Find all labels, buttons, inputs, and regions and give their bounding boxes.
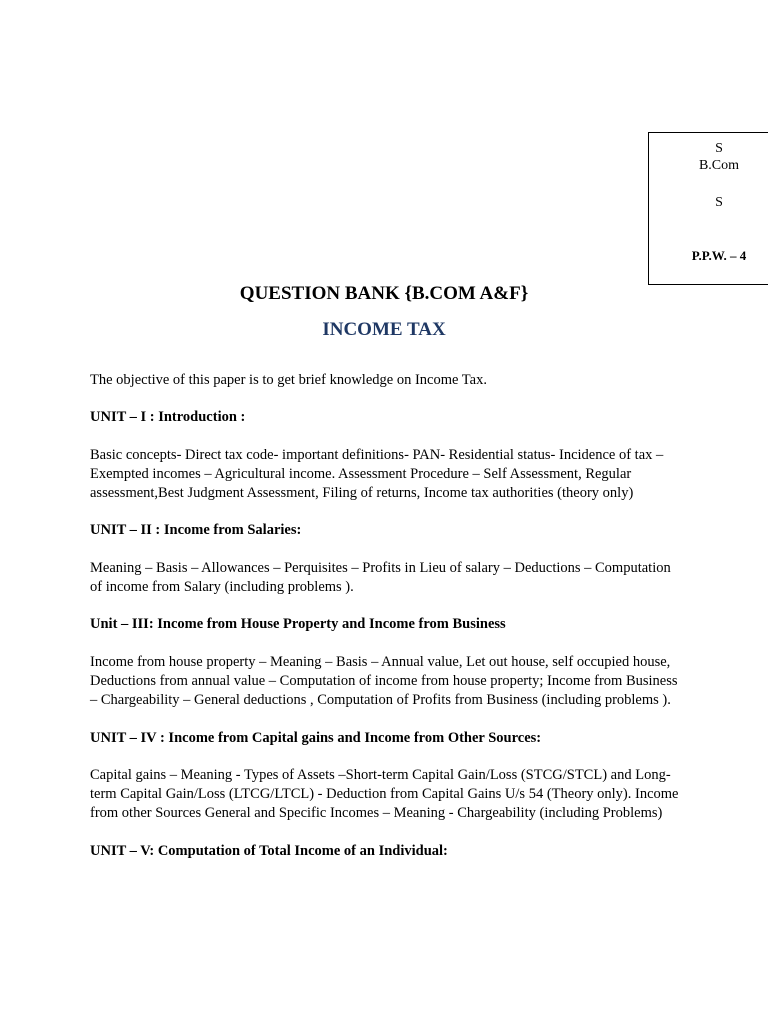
info-box-line-4: P.P.W. – 4: [691, 248, 747, 263]
document-subtitle: INCOME TAX: [322, 319, 446, 340]
unit-3-body: Income from house property – Meaning – Basis – Annual value, Let out house, self occupied house, Deductions from annual value – Computation of income from house property; Income from Business – Chargeability – General deductions , Computation of Profits from Business (including problems ).: [90, 653, 678, 709]
unit-4-heading: UNIT – IV : Income from Capital gains and Income from Other Sources:: [90, 729, 542, 746]
unit-2-heading: UNIT – II : Income from Salaries:: [90, 522, 302, 539]
objective-paragraph: The objective of this paper is to get brief knowledge on Income Tax.: [90, 372, 487, 388]
info-box-line-2: B.Com: [698, 158, 740, 173]
unit-1-heading: UNIT – I : Introduction :: [90, 409, 246, 426]
unit-5-heading: UNIT – V: Computation of Total Income of an Individual:: [90, 842, 448, 859]
document-title: QUESTION BANK {B.COM A&F}: [239, 283, 529, 304]
info-box-line-1: S: [715, 141, 723, 156]
unit-1-body: Basic concepts- Direct tax code- important definitions- PAN- Residential status- Incidence of tax –Exempted incomes – Agricultural income. Assessment Procedure – Self Assessment, Regular assessment,Best Judgment Assessment, Filing of returns, Income tax authorities (theory only): [90, 446, 664, 502]
unit-3-heading: Unit – III: Income from House Property and Income from Business: [90, 616, 506, 633]
unit-2-body: Meaning – Basis – Allowances – Perquisites – Profits in Lieu of salary – Deductions – Computation of income from Salary (including problems ).: [90, 559, 671, 596]
course-info-box: [648, 132, 768, 285]
unit-4-body: Capital gains – Meaning - Types of Assets –Short-term Capital Gain/Loss (STCG/STCL) and Long-term Capital Gain/Loss (LTCG/LTCL) - Deduction from Capital Gains U/s 54 (Theory only). Income from other Sources General and Specific Incomes – Meaning - Chargeability (including Problems): [90, 766, 679, 822]
document-content: [90, 371, 680, 879]
info-box-line-3: S: [715, 195, 723, 210]
